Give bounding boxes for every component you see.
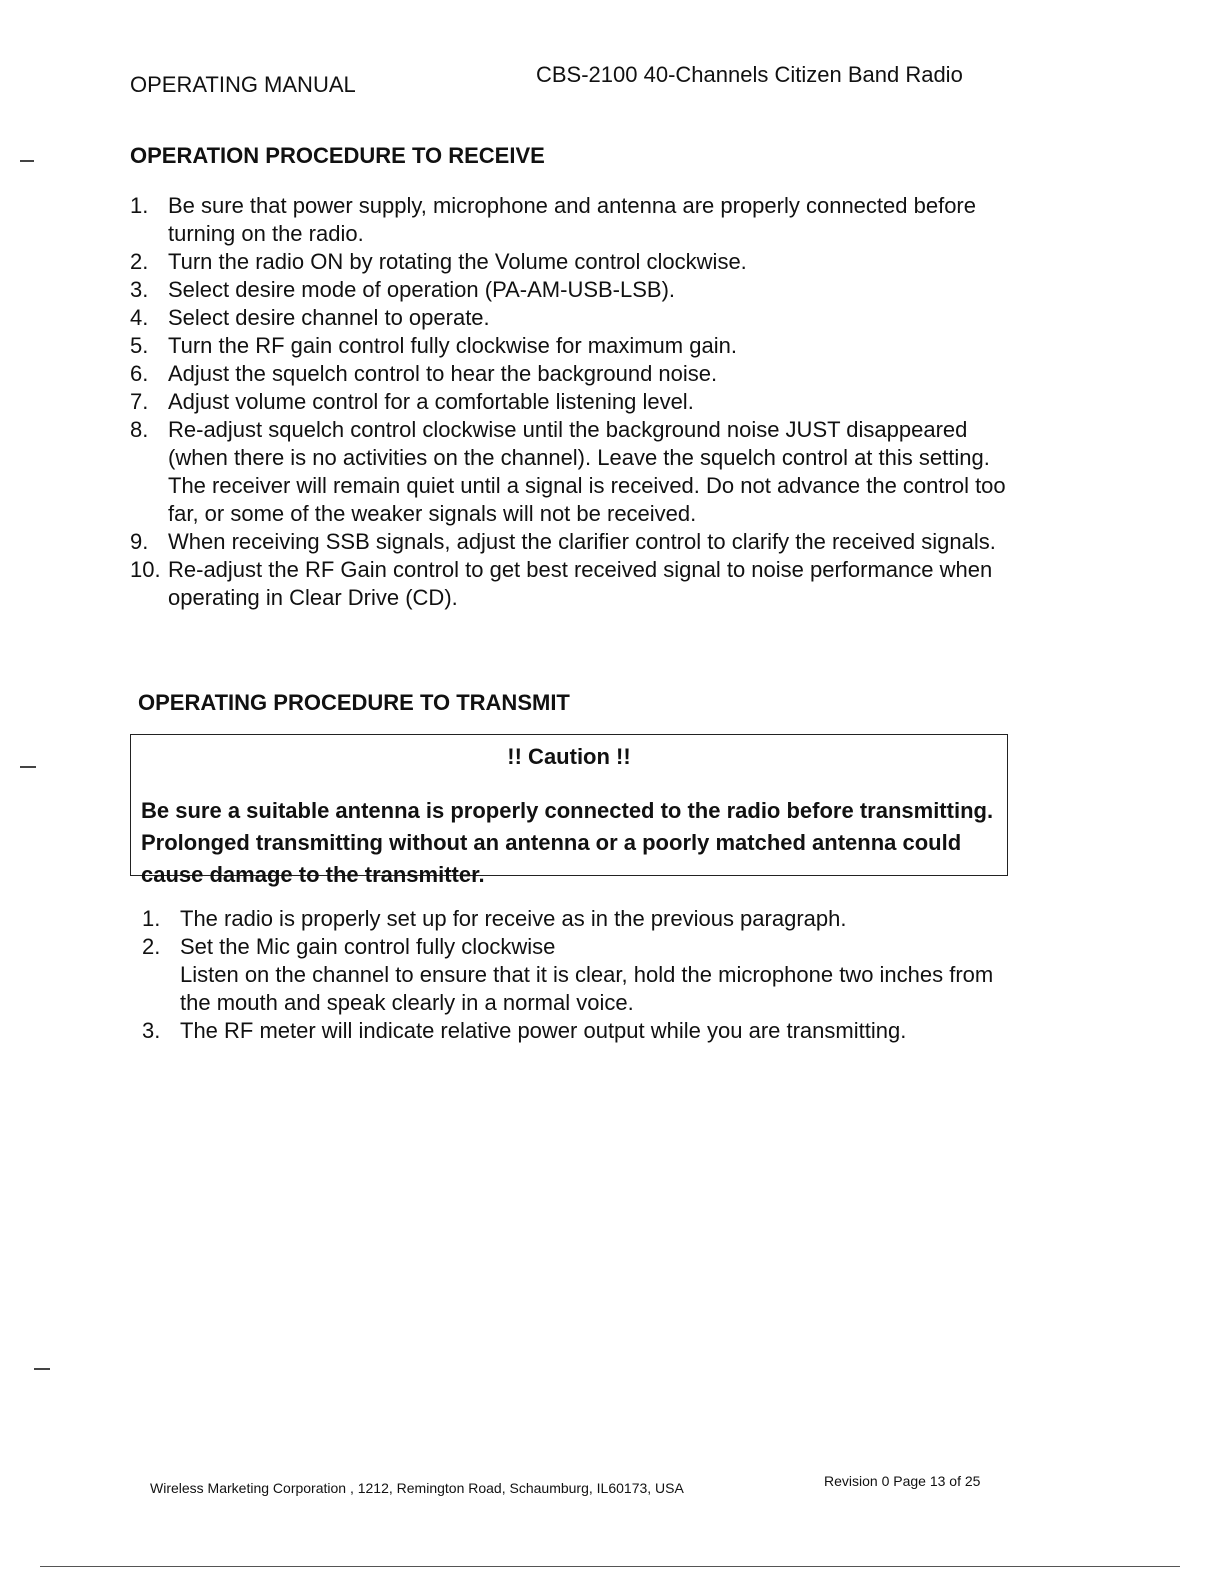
scan-margin-mark (20, 160, 34, 162)
list-item (130, 556, 1030, 612)
list-item-number: 5. (130, 333, 149, 358)
list-item-text: Adjust the squelch control to hear the background noise. (168, 361, 718, 386)
receive-heading: OPERATION PROCEDURE TO RECEIVE (130, 143, 545, 168)
caution-text: Be sure a suitable antenna is properly connected to the radio before transmitting. Prolonged transmitting without an antenna or a poorly matched antenna could cause damage to the transmitter. (141, 798, 994, 887)
list-item (130, 528, 1030, 556)
list-item-number: 4. (130, 305, 149, 330)
caution-box (130, 734, 1008, 887)
list-item-number: 6. (130, 361, 149, 386)
list-item (130, 192, 1030, 248)
header-product-title: CBS-2100 40-Channels Citizen Band Radio (536, 62, 963, 87)
list-item-text: Adjust volume control for a comfortable listening level. (168, 389, 694, 414)
list-item-number: 7. (130, 389, 149, 414)
page-bottom-rule (40, 1566, 1180, 1567)
list-item-text: Be sure that power supply, microphone and antenna are properly connected before turning on the radio. (168, 193, 976, 246)
list-item (130, 304, 1030, 332)
list-item (130, 248, 1030, 276)
list-item-number: 9. (130, 529, 149, 554)
list-item-text: The RF meter will indicate relative power output while you are transmitting. (180, 1018, 907, 1043)
list-item-text: Re-adjust the RF Gain control to get best received signal to noise performance when operating in Clear Drive (CD). (168, 557, 993, 610)
header-manual-title: OPERATING MANUAL (130, 72, 356, 97)
scan-margin-mark (34, 1368, 50, 1370)
footer-address: Wireless Marketing Corporation , 1212, Remington Road, Schaumburg, IL60173, USA (150, 1480, 684, 1496)
list-item (130, 416, 1030, 528)
transmit-heading: OPERATING PROCEDURE TO TRANSMIT (138, 690, 570, 715)
list-item-number: 3. (130, 277, 149, 302)
list-item-number: 3. (142, 1018, 161, 1043)
list-item (142, 905, 1022, 933)
list-item-text: Turn the radio ON by rotating the Volume control clockwise. (168, 249, 747, 274)
list-item (130, 276, 1030, 304)
list-item-number: 10. (130, 557, 161, 582)
list-item-number: 1. (130, 193, 149, 218)
list-item-text: Select desire mode of operation (PA-AM-USB-LSB). (168, 277, 676, 302)
list-item (130, 388, 1030, 416)
list-item-text: Turn the RF gain control fully clockwise for maximum gain. (168, 333, 737, 358)
list-item (130, 360, 1030, 388)
list-item (142, 933, 1022, 1017)
footer-page-number: Revision 0 Page 13 of 25 (824, 1473, 981, 1489)
list-item-text: Select desire channel to operate. (168, 305, 490, 330)
list-item-number: 2. (130, 249, 149, 274)
list-item (142, 1017, 1022, 1045)
list-item-text: When receiving SSB signals, adjust the clarifier control to clarify the received signals. (168, 529, 996, 554)
receive-steps-list (130, 192, 1030, 612)
list-item (130, 332, 1030, 360)
list-item-number: 2. (142, 934, 161, 959)
list-item-text: Re-adjust squelch control clockwise until the background noise JUST disappeared (when there is no activities on the channel). Leave the squelch control at this setting. The receiver will remain quiet until a signal is received. Do not advance the control too far, or some of the weaker signals will not be received. (168, 417, 1006, 526)
list-item-text: The radio is properly set up for receive as in the previous paragraph. (180, 906, 847, 931)
caution-title: !! Caution !! (507, 744, 631, 769)
scan-margin-mark (20, 766, 36, 768)
list-item-number: 1. (142, 906, 161, 931)
list-item-number: 8. (130, 417, 149, 442)
transmit-steps-list (142, 905, 1022, 1045)
list-item-note: Listen on the channel to ensure that it is clear, hold the microphone two inches from the mouth and speak clearly in a normal voice. (180, 962, 994, 1015)
list-item-text: Set the Mic gain control fully clockwise (180, 934, 556, 959)
